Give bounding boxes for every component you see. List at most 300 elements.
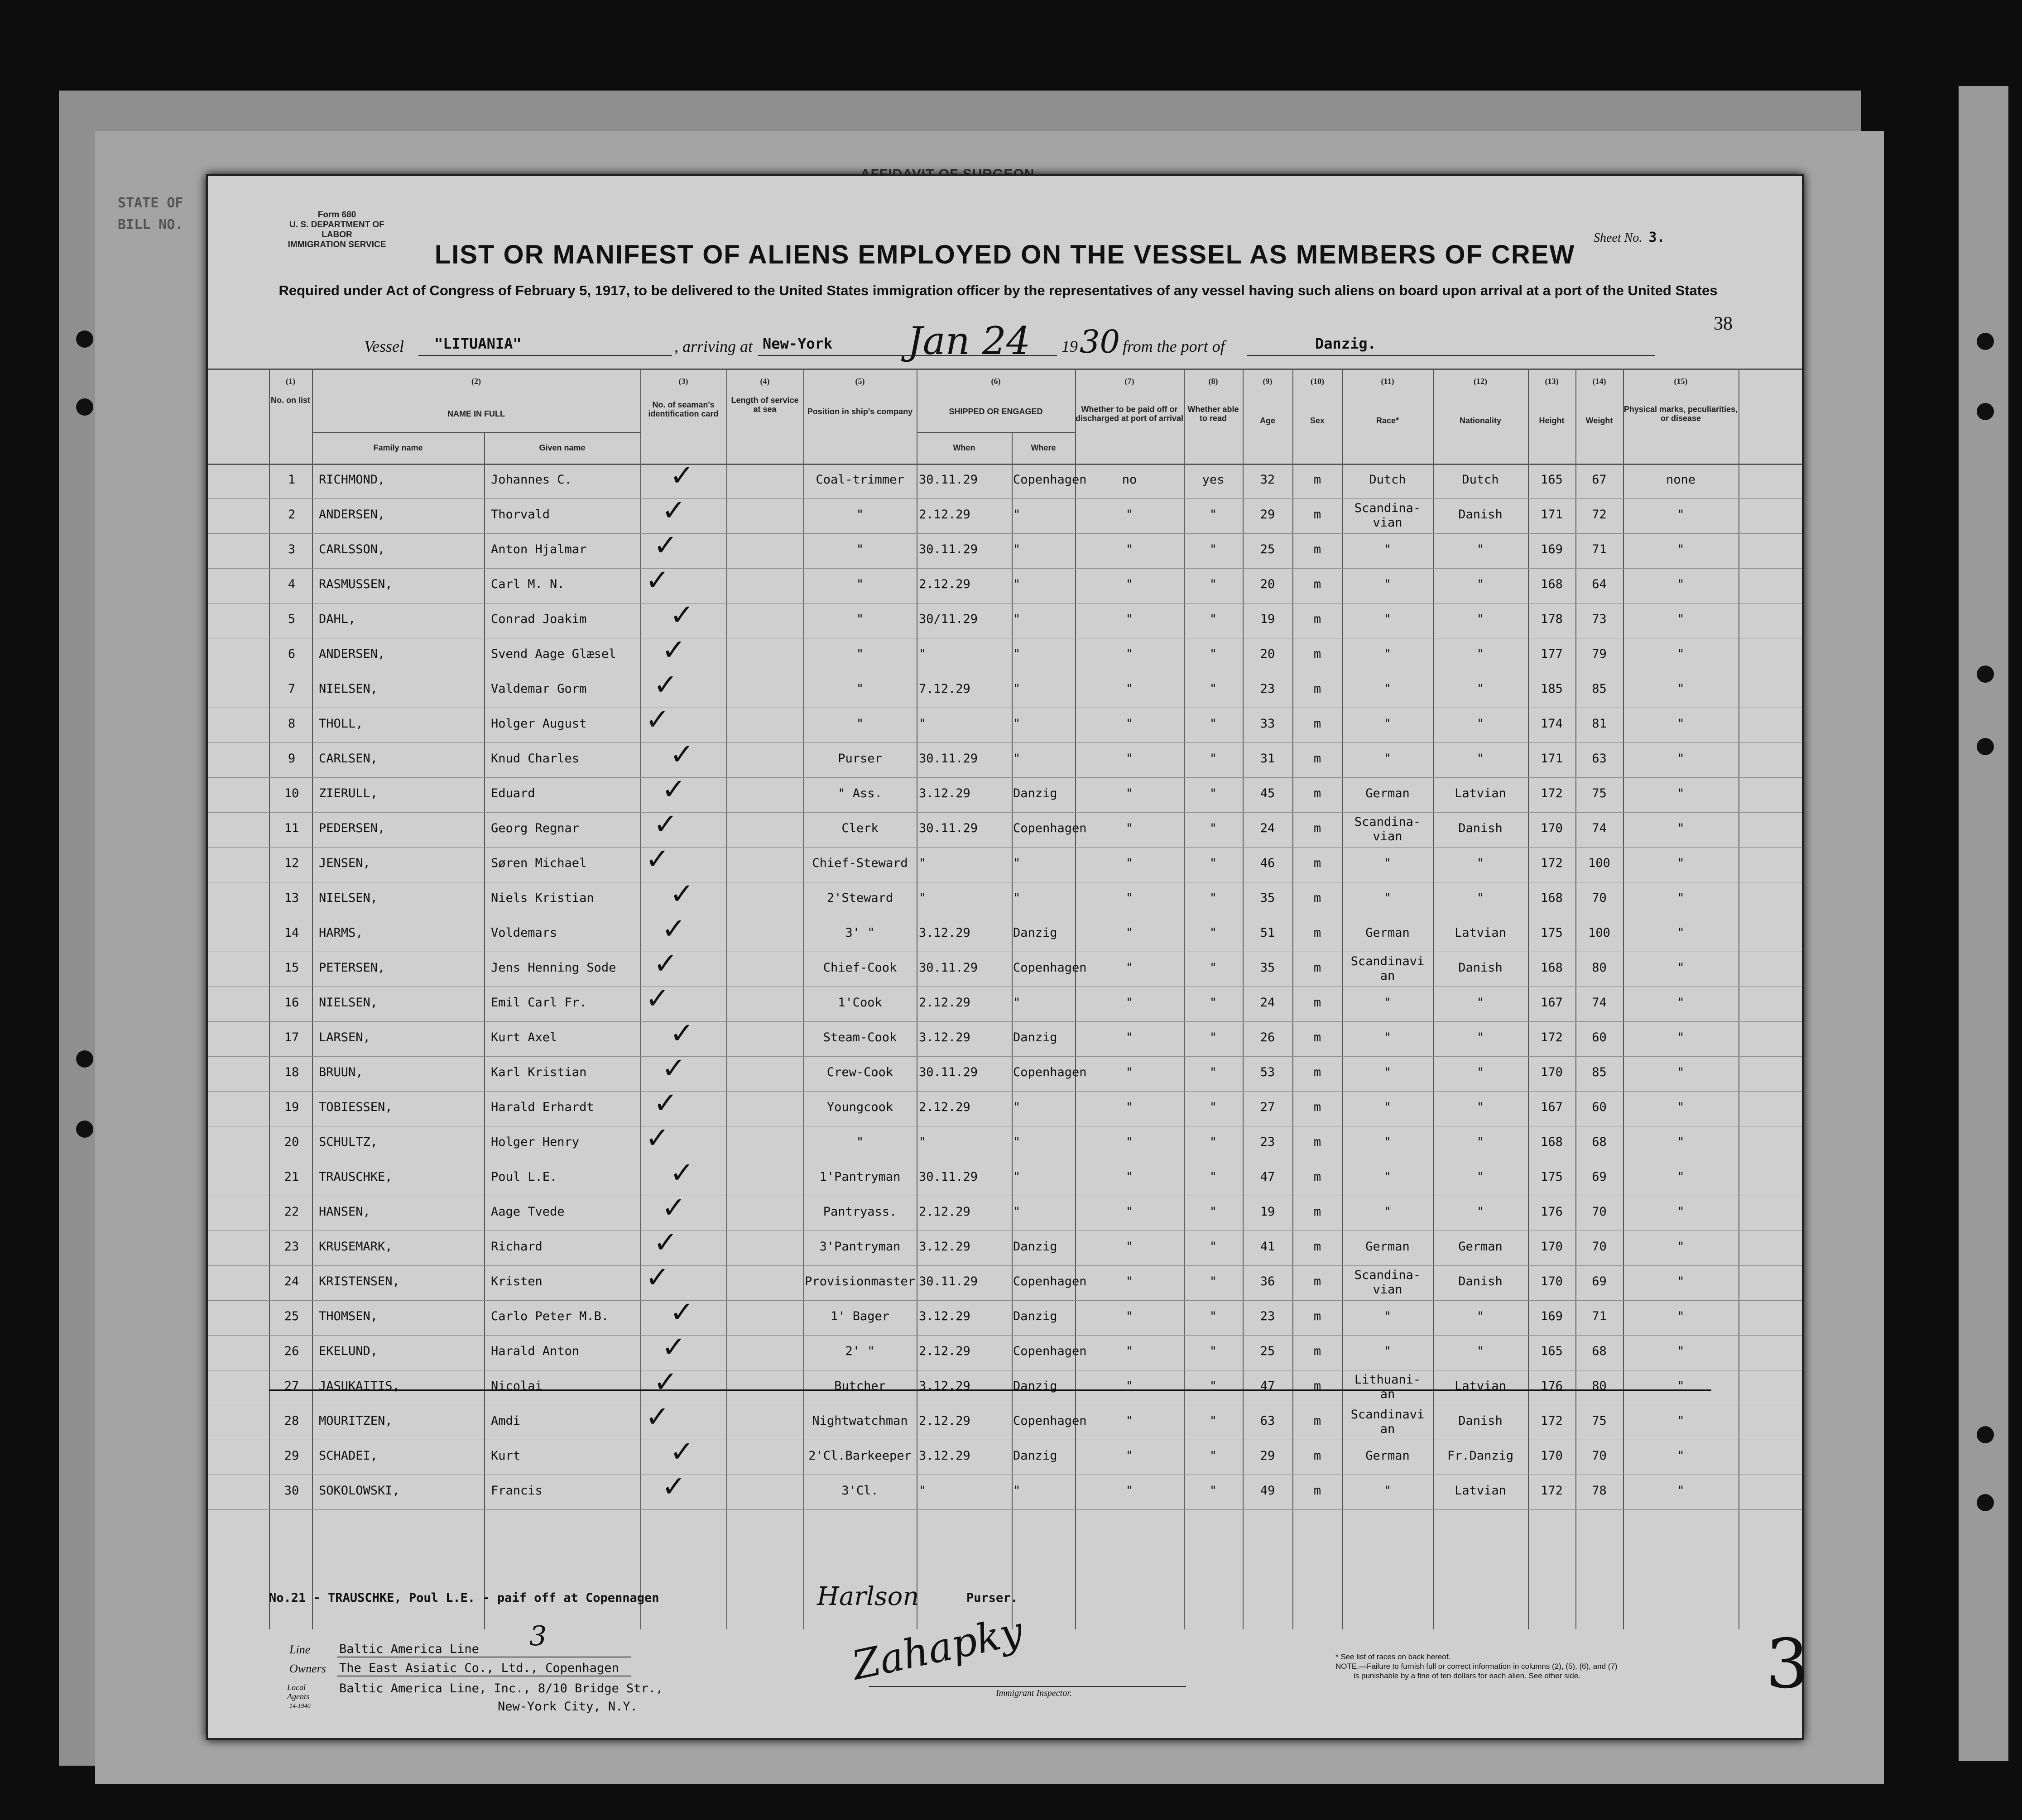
- col-given-name: Given name: [539, 443, 586, 452]
- cell-given: Knud Charles: [491, 752, 580, 766]
- cell-read: ": [1209, 1484, 1217, 1498]
- cell-sex: m: [1313, 1065, 1321, 1079]
- cell-no: 14: [284, 926, 299, 940]
- check-mark: ✓: [670, 738, 694, 771]
- cell-position: ": [856, 717, 864, 731]
- cell-weight: 70: [1592, 891, 1607, 905]
- cell-no: 24: [284, 1274, 299, 1288]
- cell-height: 168: [1541, 961, 1563, 975]
- cell-read: ": [1209, 1344, 1217, 1358]
- cell-where: ": [1013, 647, 1021, 661]
- cell-age: 27: [1260, 1100, 1275, 1114]
- cell-height: 168: [1541, 891, 1563, 905]
- cell-no: 16: [284, 996, 299, 1010]
- cell-paid: ": [1125, 926, 1133, 940]
- cell-where: ": [1013, 1135, 1021, 1149]
- inspector-signature: Zahapky: [848, 1607, 1027, 1689]
- cell-no: 9: [288, 752, 296, 766]
- cell-read: ": [1209, 508, 1217, 522]
- cell-where: ": [1013, 508, 1021, 522]
- cell-nat: ": [1476, 1030, 1484, 1044]
- cell-where: ": [1013, 1100, 1021, 1114]
- cell-no: 22: [284, 1205, 299, 1219]
- cell-race: German: [1365, 786, 1410, 800]
- check-mark: ✓: [670, 1296, 694, 1329]
- cell-age: 23: [1260, 1135, 1275, 1149]
- form-code: 14-1940: [289, 1703, 311, 1710]
- cell-age: 53: [1260, 1065, 1275, 1079]
- cell-nat: Danish: [1458, 961, 1503, 975]
- cell-sex: m: [1313, 821, 1321, 835]
- cell-marks: ": [1677, 891, 1685, 905]
- cell-weight: 75: [1592, 1414, 1607, 1428]
- cell-weight: 60: [1592, 1030, 1607, 1044]
- cell-race-cont: vian: [1373, 829, 1402, 843]
- check-mark: ✓: [645, 982, 670, 1015]
- cell-paid: ": [1125, 856, 1133, 870]
- check-mark: ✓: [670, 459, 694, 493]
- cell-family: CARLSEN,: [319, 752, 378, 766]
- cell-marks: ": [1677, 1309, 1685, 1323]
- cell-where: ": [1013, 542, 1021, 556]
- cell-where: Danzig: [1013, 1379, 1057, 1393]
- col-physical-marks: Physical marks, peculiarities, or disease: [1623, 405, 1738, 423]
- cell-nat: ": [1476, 682, 1484, 696]
- cell-height: 178: [1541, 612, 1563, 626]
- cell-where: Copenhagen: [1013, 1414, 1087, 1428]
- cell-marks: ": [1677, 1135, 1685, 1149]
- cell-no: 8: [288, 717, 296, 731]
- cell-nat: Danish: [1458, 1274, 1503, 1288]
- cell-paid: ": [1125, 1274, 1133, 1288]
- cell-position: Pantryass.: [823, 1205, 897, 1219]
- cell-height: 185: [1541, 682, 1563, 696]
- cell-family: PEDERSEN,: [319, 821, 385, 835]
- check-mark: ✓: [645, 843, 670, 876]
- cell-sex: m: [1313, 1100, 1321, 1114]
- cell-when: 2.12.29: [919, 1100, 970, 1114]
- cell-sex: m: [1313, 1449, 1321, 1463]
- cell-marks: ": [1677, 1065, 1685, 1079]
- cell-age: 33: [1260, 717, 1275, 731]
- cell-sex: m: [1313, 717, 1321, 731]
- cell-nat: Latvian: [1455, 926, 1506, 940]
- cell-weight: 80: [1592, 961, 1607, 975]
- cell-when: 30.11.29: [919, 542, 978, 556]
- cell-read: ": [1209, 647, 1217, 661]
- cell-given: Harald Erhardt: [491, 1100, 594, 1114]
- col-name-in-full: NAME IN FULL: [447, 409, 505, 418]
- cell-given: Georg Regnar: [491, 821, 580, 835]
- vessel-line: [364, 319, 1677, 364]
- page-title: LIST OR MANIFEST OF ALIENS EMPLOYED ON THE VESSEL AS MEMBERS OF CREW: [434, 240, 1575, 269]
- cell-race: ": [1383, 1205, 1392, 1219]
- check-mark: ✓: [653, 1365, 678, 1399]
- cell-sex: m: [1313, 752, 1321, 766]
- cell-paid: ": [1125, 647, 1133, 661]
- col-num-9: (9): [1263, 377, 1273, 386]
- cell-sex: m: [1313, 996, 1321, 1010]
- col-weight: Weight: [1585, 416, 1613, 425]
- cell-when: 30.11.29: [919, 821, 978, 835]
- cell-weight: 85: [1592, 1065, 1607, 1079]
- cell-race: Scandina-: [1354, 815, 1421, 829]
- cell-height: 168: [1541, 1135, 1563, 1149]
- binder-hole: [1977, 403, 1994, 420]
- cell-weight: 68: [1592, 1344, 1607, 1358]
- cell-where: ": [1013, 752, 1021, 766]
- cell-when: 2.12.29: [919, 1414, 970, 1428]
- cell-family: THOLL,: [319, 717, 363, 731]
- cell-position: 3' ": [845, 926, 875, 940]
- cell-when: 30.11.29: [919, 1170, 978, 1184]
- cell-height: 175: [1541, 1170, 1563, 1184]
- binder-hole: [1977, 738, 1994, 755]
- cell-age: 47: [1260, 1170, 1275, 1184]
- cell-age: 51: [1260, 926, 1275, 940]
- col-num-3: (3): [678, 377, 688, 386]
- cell-family: CARLSSON,: [319, 542, 385, 556]
- cell-sex: m: [1313, 577, 1321, 591]
- cell-family: NIELSEN,: [319, 891, 378, 905]
- cell-age: 41: [1260, 1240, 1275, 1254]
- cell-paid: no: [1122, 473, 1137, 487]
- cell-sex: m: [1313, 891, 1321, 905]
- cell-paid: ": [1125, 508, 1133, 522]
- cell-race: ": [1383, 1100, 1392, 1114]
- cell-paid: ": [1125, 1205, 1133, 1219]
- cell-paid: ": [1125, 542, 1133, 556]
- cell-age: 29: [1260, 1449, 1275, 1463]
- cell-no: 11: [284, 821, 299, 835]
- cell-read: ": [1209, 1379, 1217, 1393]
- cell-read: ": [1209, 1240, 1217, 1254]
- binder-hole: [1977, 333, 1994, 350]
- cell-where: Copenhagen: [1013, 1344, 1087, 1358]
- cell-nat: ": [1476, 1205, 1484, 1219]
- cell-no: 30: [284, 1484, 299, 1498]
- cell-when: 2.12.29: [919, 577, 970, 591]
- cell-position: Chief-Cook: [823, 961, 897, 975]
- cell-sex: m: [1313, 1309, 1321, 1323]
- cell-position: 2'Steward: [826, 891, 893, 905]
- cell-family: ANDERSEN,: [319, 647, 385, 661]
- cell-age: 23: [1260, 1309, 1275, 1323]
- cell-sex: m: [1313, 647, 1321, 661]
- cell-nat: ": [1476, 577, 1484, 591]
- cell-family: ZIERULL,: [319, 786, 378, 800]
- check-mark: ✓: [670, 1156, 694, 1190]
- check-mark: ✓: [653, 529, 678, 562]
- cell-given: Kristen: [491, 1274, 543, 1288]
- cell-weight: 85: [1592, 682, 1607, 696]
- check-mark: ✓: [653, 1087, 678, 1120]
- cell-age: 29: [1260, 508, 1275, 522]
- cell-height: 165: [1541, 473, 1563, 487]
- cell-no: 15: [284, 961, 299, 975]
- cell-when: 3.12.29: [919, 1379, 970, 1393]
- col-num-13: (13): [1545, 377, 1559, 386]
- cell-nat: Latvian: [1455, 1379, 1506, 1393]
- cell-height: 172: [1541, 1030, 1563, 1044]
- cell-age: 45: [1260, 786, 1275, 800]
- cell-marks: ": [1677, 752, 1685, 766]
- cell-sex: m: [1313, 1414, 1321, 1428]
- cell-marks: ": [1677, 961, 1685, 975]
- cell-given: Poul L.E.: [491, 1170, 557, 1184]
- from-label: from the port of: [1123, 337, 1225, 355]
- check-mark: ✓: [653, 1226, 678, 1260]
- cell-position: ": [856, 1135, 864, 1149]
- cell-read: ": [1209, 926, 1217, 940]
- underlying-stub: STATE OF BILL NO.: [118, 195, 183, 233]
- cell-given: Karl Kristian: [491, 1065, 587, 1079]
- cell-read: ": [1209, 542, 1217, 556]
- cell-nat: Danish: [1458, 508, 1503, 522]
- check-mark: ✓: [662, 1052, 686, 1085]
- cell-marks: ": [1677, 647, 1685, 661]
- cell-position: 2'Cl.Barkeeper: [808, 1449, 912, 1463]
- col-num-12: (12): [1474, 377, 1487, 386]
- cell-height: 171: [1541, 508, 1563, 522]
- cell-position: 1'Cook: [838, 996, 882, 1010]
- cell-position: 3'Pantryman: [819, 1240, 901, 1254]
- cell-position: Steam-Cook: [823, 1030, 897, 1044]
- cell-height: 169: [1541, 1309, 1563, 1323]
- cell-nat: German: [1458, 1240, 1503, 1254]
- cell-sex: m: [1313, 786, 1321, 800]
- cell-weight: 75: [1592, 786, 1607, 800]
- cell-sex: m: [1313, 542, 1321, 556]
- cell-when: 2.12.29: [919, 1344, 970, 1358]
- cell-family: BRUUN,: [319, 1065, 363, 1079]
- subtitle: Required under Act of Congress of February 5, 1917, to be delivered to the United States immigration officer by the representatives of any vessel having such aliens on board upon arrival at a port of the United States: [279, 283, 1718, 298]
- cell-weight: 79: [1592, 647, 1607, 661]
- cell-sex: m: [1313, 1205, 1321, 1219]
- cell-nat: Latvian: [1455, 1484, 1506, 1498]
- cell-no: 18: [284, 1065, 299, 1079]
- cell-nat: ": [1476, 647, 1484, 661]
- binder-hole: [76, 330, 93, 348]
- cell-paid: ": [1125, 996, 1133, 1010]
- cell-read: ": [1209, 577, 1217, 591]
- cell-given: Carlo Peter M.B.: [491, 1309, 609, 1323]
- cell-weight: 63: [1592, 752, 1607, 766]
- cell-family: HANSEN,: [319, 1205, 370, 1219]
- cell-race: ": [1383, 1170, 1392, 1184]
- cell-no: 2: [288, 508, 296, 522]
- cell-position: 3'Cl.: [841, 1484, 879, 1498]
- cell-age: 24: [1260, 821, 1275, 835]
- cell-position: Chief-Steward: [812, 856, 908, 870]
- cell-given: Harald Anton: [491, 1344, 580, 1358]
- cell-marks: ": [1677, 1414, 1685, 1428]
- col-num-14: (14): [1592, 377, 1606, 386]
- cell-sex: m: [1313, 856, 1321, 870]
- binder-hole: [1977, 1426, 1994, 1443]
- cell-position: Nightwatchman: [812, 1414, 908, 1428]
- cell-read: ": [1209, 612, 1217, 626]
- crew-table: [208, 369, 1802, 1629]
- cell-no: 21: [284, 1170, 299, 1184]
- cell-no: 17: [284, 1030, 299, 1044]
- check-mark: ✓: [662, 912, 686, 946]
- agents-label: Local Agents: [287, 1683, 309, 1701]
- cell-where: ": [1013, 682, 1021, 696]
- cell-race: ": [1383, 891, 1392, 905]
- cell-paid: ": [1125, 577, 1133, 591]
- cell-given: Eduard: [491, 786, 535, 800]
- cell-marks: ": [1677, 1484, 1685, 1498]
- col-where: Where: [1031, 443, 1056, 452]
- cell-family: KRISTENSEN,: [319, 1274, 400, 1288]
- cell-sex: m: [1313, 1484, 1321, 1498]
- cell-where: ": [1013, 1205, 1021, 1219]
- cell-given: Johannes C.: [491, 473, 572, 487]
- cell-where: ": [1013, 856, 1021, 870]
- col-num-2: (2): [471, 377, 481, 386]
- cell-paid: ": [1125, 891, 1133, 905]
- year-handwritten: 30: [1080, 323, 1120, 360]
- cell-no: 28: [284, 1414, 299, 1428]
- cell-marks: ": [1677, 926, 1685, 940]
- binder-hole: [76, 1050, 93, 1068]
- cell-when: ": [919, 1484, 927, 1498]
- cell-weight: 81: [1592, 717, 1607, 731]
- cell-height: 167: [1541, 996, 1563, 1010]
- strike-line: [269, 1389, 1711, 1391]
- cell-height: 175: [1541, 926, 1563, 940]
- check-mark: ✓: [662, 1331, 686, 1364]
- cell-race: Scandina-: [1354, 501, 1421, 515]
- cell-when: ": [919, 717, 927, 731]
- cell-nat: ": [1476, 891, 1484, 905]
- cell-given: Jens Henning Sode: [491, 961, 616, 975]
- check-mark: ✓: [662, 1191, 686, 1225]
- cell-nat: ": [1476, 717, 1484, 731]
- check-mark: ✓: [670, 1435, 694, 1469]
- cell-position: Clerk: [841, 821, 879, 835]
- cell-race: ": [1383, 1065, 1392, 1079]
- cell-where: ": [1013, 577, 1021, 591]
- cell-height: 170: [1541, 1240, 1563, 1254]
- col-num-1: (1): [286, 377, 295, 386]
- cell-weight: 74: [1592, 821, 1607, 835]
- cell-height: 171: [1541, 752, 1563, 766]
- cell-nat: ": [1476, 1344, 1484, 1358]
- cell-age: 19: [1260, 1205, 1275, 1219]
- check-mark: ✓: [653, 808, 678, 841]
- cell-family: SCHULTZ,: [319, 1135, 378, 1149]
- check-mark: ✓: [645, 564, 670, 597]
- cell-given: Amdi: [491, 1414, 521, 1428]
- cell-age: 36: [1260, 1274, 1275, 1288]
- cell-given: Kurt: [491, 1449, 521, 1463]
- cell-weight: 72: [1592, 508, 1607, 522]
- cell-paid: ": [1125, 717, 1133, 731]
- cell-sex: m: [1313, 682, 1321, 696]
- cell-nat: ": [1476, 1135, 1484, 1149]
- check-mark: ✓: [670, 1017, 694, 1050]
- cell-height: 168: [1541, 577, 1563, 591]
- cell-where: ": [1013, 1170, 1021, 1184]
- cell-when: 30.11.29: [919, 961, 978, 975]
- cell-no: 29: [284, 1449, 299, 1463]
- agents-line-2: New-York City, N.Y.: [498, 1700, 638, 1714]
- cell-height: 170: [1541, 1274, 1563, 1288]
- cell-race-cont: vian: [1373, 1283, 1402, 1297]
- cell-paid: ": [1125, 1030, 1133, 1044]
- cell-nat: ": [1476, 1100, 1484, 1114]
- cell-given: Søren Michael: [491, 856, 587, 870]
- col-nationality: Nationality: [1459, 416, 1501, 425]
- cell-read: ": [1209, 682, 1217, 696]
- cell-race: ": [1383, 1030, 1392, 1044]
- cell-race: Dutch: [1369, 473, 1406, 487]
- cell-paid: ": [1125, 682, 1133, 696]
- vessel-name: "LITUANIA": [434, 335, 522, 352]
- cell-given: Thorvald: [491, 508, 550, 522]
- cell-read: ": [1209, 1170, 1217, 1184]
- col-num-4: (4): [760, 377, 770, 386]
- cell-paid: ": [1125, 786, 1133, 800]
- cell-height: 172: [1541, 1484, 1563, 1498]
- cell-family: SCHADEI,: [319, 1449, 378, 1463]
- cell-weight: 64: [1592, 577, 1607, 591]
- cell-nat: Danish: [1458, 1414, 1503, 1428]
- cell-position: 1'Pantryman: [819, 1170, 901, 1184]
- col-able-read: Whether able to read: [1187, 405, 1239, 423]
- cell-no: 27: [284, 1379, 299, 1393]
- cell-read: ": [1209, 1135, 1217, 1149]
- cell-where: Copenhagen: [1013, 473, 1087, 487]
- cell-nat: ": [1476, 1065, 1484, 1079]
- cell-race: Scandina-: [1354, 1268, 1421, 1282]
- cell-family: MOURITZEN,: [319, 1414, 393, 1428]
- sheet-number: Sheet No. 3.: [1594, 230, 1665, 245]
- purser-label: Purser.: [966, 1591, 1018, 1605]
- cell-position: 1' Bager: [830, 1309, 890, 1323]
- cell-when: 2.12.29: [919, 508, 970, 522]
- cell-when: 2.12.29: [919, 1205, 970, 1219]
- cell-paid: ": [1125, 1414, 1133, 1428]
- cell-paid: ": [1125, 961, 1133, 975]
- cell-family: LARSEN,: [319, 1030, 370, 1044]
- cell-where: Danzig: [1013, 1240, 1057, 1254]
- check-mark: ✓: [662, 633, 686, 667]
- cell-sex: m: [1313, 961, 1321, 975]
- cell-family: JENSEN,: [319, 856, 370, 870]
- page-number: 38: [1714, 313, 1733, 334]
- cell-marks: ": [1677, 1240, 1685, 1254]
- cell-no: 5: [288, 612, 296, 626]
- cell-read: ": [1209, 786, 1217, 800]
- cell-position: ": [856, 577, 864, 591]
- cell-family: TOBIESSEN,: [319, 1100, 393, 1114]
- cell-marks: ": [1677, 542, 1685, 556]
- cell-age: 20: [1260, 647, 1275, 661]
- cell-where: Danzig: [1013, 1449, 1057, 1463]
- cell-position: 2' ": [845, 1344, 875, 1358]
- check-mark: ✓: [645, 1261, 670, 1294]
- line-label: Line: [289, 1643, 311, 1656]
- cell-given: Emil Carl Fr.: [491, 996, 587, 1010]
- owners-label: Owners: [289, 1662, 326, 1675]
- cell-weight: 67: [1592, 473, 1607, 487]
- cell-marks: ": [1677, 996, 1685, 1010]
- cell-race: German: [1365, 1449, 1410, 1463]
- col-age: Age: [1259, 416, 1275, 425]
